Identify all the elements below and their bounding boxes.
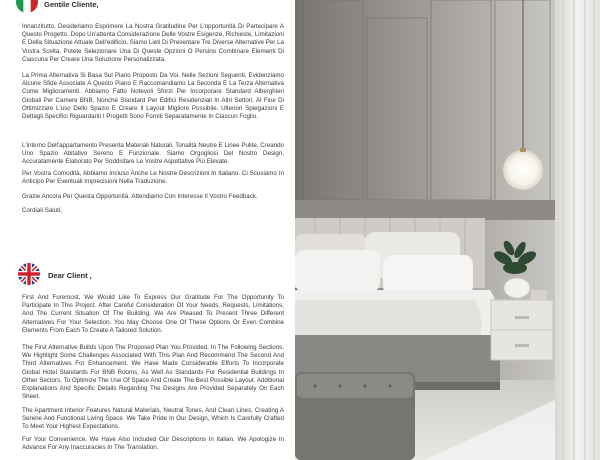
bedroom-render-image bbox=[295, 0, 600, 460]
italian-greeting: Gentile Cliente, bbox=[44, 0, 99, 9]
pendant-lamp bbox=[503, 150, 543, 190]
english-paragraph-2: The First Alternative Builds Upon The Proposed Plan You Provided. In The Following Sections, We Highlight Some Challenges Associated With This Plan And Recommend The Second And Third Alternatives For Enhancement. We Have Made Considerable Efforts To Incorporate Global Hotel Standards For BNB Rooms, As Well As Standards For Residential Buildings In Other Sectors, To Optimize The Use Of Space And Create The Best Possible Layout. Additional Explanations And Specific Details Regarding The Designs Are Provided Separately On Each Sheet. bbox=[22, 344, 284, 401]
curtain bbox=[555, 0, 600, 460]
english-paragraph-1: First And Foremost, We Would Like To Express Our Gratitude For The Opportunity To Participate In This Project. After Careful Consideration Of Your Needs, Requests, Limitations, And The Current Situation Of The Building, We Are Pleased To Present Three Different Alternatives For Your Selection. You May Choose One Of These Options Or Even Combine Elements From Each To Create A Tailored Solution. bbox=[22, 294, 284, 334]
italian-paragraph-4: Per Vostra Comodità, Abbiamo Incluso Anche Le Nostre Descrizioni In Italiano. Ci Scusiamo In Anticipo Per Eventuali Imprecisioni Nella Traduzione. bbox=[22, 170, 284, 186]
pillow bbox=[295, 250, 380, 292]
letter-column bbox=[0, 0, 295, 460]
italy-flag-icon bbox=[16, 0, 38, 13]
uk-flag-icon bbox=[18, 263, 40, 285]
italian-paragraph-1: Innanzitutto, Desideriamo Esprimere La Nostra Gratitudine Per L'opportunità Di Partecipare A Questo Progetto. Dopo Un'attenta Considerazione Delle Vostre Esigenze, Richieste, Limitazioni E Della Situazione Attuale Dell'edificio, Siamo Lieti Di Presentare Tre Diverse Alternative Per La Vostra Scelta. Potete Selezionare Una Di Queste Opzioni O Persino Combinare Elementi Di Ciascuna Per Creare Una Soluzione Personalizzata. bbox=[22, 23, 284, 63]
italian-paragraph-2: La Prima Alternativa Si Basa Sul Piano Proposto Da Voi. Nelle Sezioni Seguenti, Evidenziamo Alcune Sfide Associate A Questo Piano E Raccomandiamo La Seconda E La Terza Alternativa Come Miglioramenti. Abbiamo Fatto Notevoli Sforzi Per Incorporare Standard Alberghieri Globali Per Camere BNB, Nonché Standard Per Edifici Residenziali In Altri Settori, Al Fine Di Ottimizzare L'uso Dello Spazio E Creare Il Layout Migliore Possibile. Ulteriori Spiegazioni E Dettagli Specifici Riguardanti I Progetti Sono Forniti Separatamente In Ciascun Foglio. bbox=[22, 72, 284, 121]
italian-paragraph-3: L'interno Dell'appartamento Presenta Materiali Naturali, Tonalità Neutre E Linee Pulite, Creando Uno Spazio Abitativo Sereno E Funzionale. Siamo Orgogliosi Del Nostro Design, Accuratamente Elaborato Per Soddisfare Le Vostre Aspettative Più Elevate. bbox=[22, 142, 284, 166]
english-greeting: Dear Client , bbox=[48, 271, 92, 280]
italian-paragraph-6: Cordiali Saluti, bbox=[22, 207, 62, 214]
english-paragraph-3: The Apartment Interior Features Natural Materials, Neutral Tones, And Clean Lines, Creating A Serene And Functional Living Space. We Take Pride In Our Design, Which Is Carefully Crafted To Meet Your Highest Expectations. bbox=[22, 407, 284, 431]
english-paragraph-4: For Your Convenience, We Have Also Included Our Descriptions In Italian. We Apologize In Advance For Any Inaccuracies In The Translation. bbox=[22, 436, 284, 452]
italian-paragraph-5: Grazie Ancora Per Questa Opportunità. Attendiamo Con Interesse Il Vostro Feedback. bbox=[22, 193, 258, 200]
pillow bbox=[383, 255, 473, 295]
